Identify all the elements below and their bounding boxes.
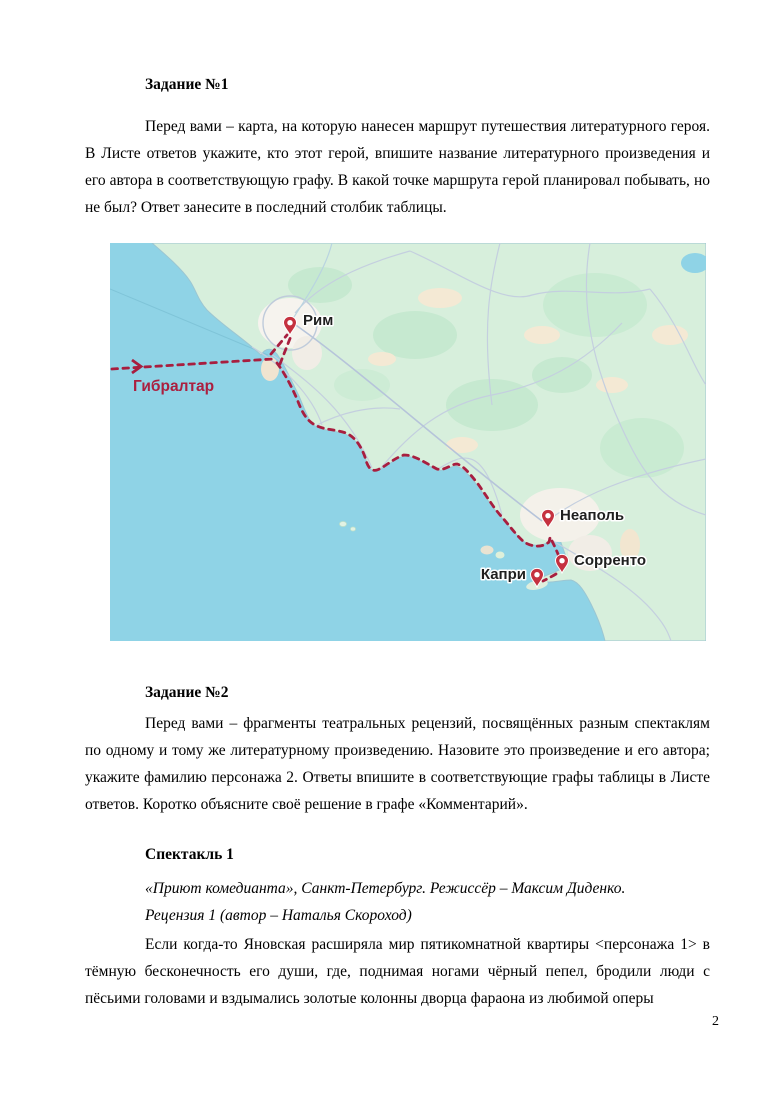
map-label-naples: Неаполь [560,507,625,524]
task2-heading: Задание №2 [145,684,229,701]
route-map-image [110,243,706,641]
map-label-capri: Капри [480,566,526,583]
page-number: 2 [712,1014,719,1029]
route-map-svg [110,243,706,641]
map-label-rome: Рим [303,312,334,329]
performance1-paragraph: Если когда-то Яновская расширяла мир пятикомнатной квартиры <персонажа 1> в тёмную бесконечность его души, где, поднимая ногами чёрный пепел, бродили люди с пёсьими головами и вздымались золотые колонны дворца фараона из любимой оперы [85,936,710,1007]
task1-paragraph: Перед вами – карта, на которую нанесен маршрут путешествия литературного героя. В Листе ответов укажите, кто этот герой, впишите название литературного произведения и его автора в соответствующую графу. В какой точке маршрута герой планировал побывать, но не был? Ответ занесите в последний столбик таблицы. [85,118,710,216]
performance1-heading: Спектакль 1 [145,846,234,863]
performance1-venue-line: «Приют комедианта», Санкт-Петербург. Режиссёр – Максим Диденко. [145,880,626,897]
document-content [85,75,710,1012]
map-label-sorrento: Сорренто [574,552,647,569]
task2-paragraph: Перед вами – фрагменты театральных рецензий, посвящённых разным спектаклям по одному и тому же литературному произведению. Назовите это произведение и его автора; укажите фамилию персонажа 2. Ответы впишите в соответствующие графы таблицы в Листе ответов. Коротко объясните своё решение в графе «Комментарий». [85,715,710,813]
performance1-review-line: Рецензия 1 (автор – Наталья Скороход) [145,907,412,924]
task1-heading: Задание №1 [145,76,229,93]
map-label-gibraltar: Гибралтар [133,378,215,395]
